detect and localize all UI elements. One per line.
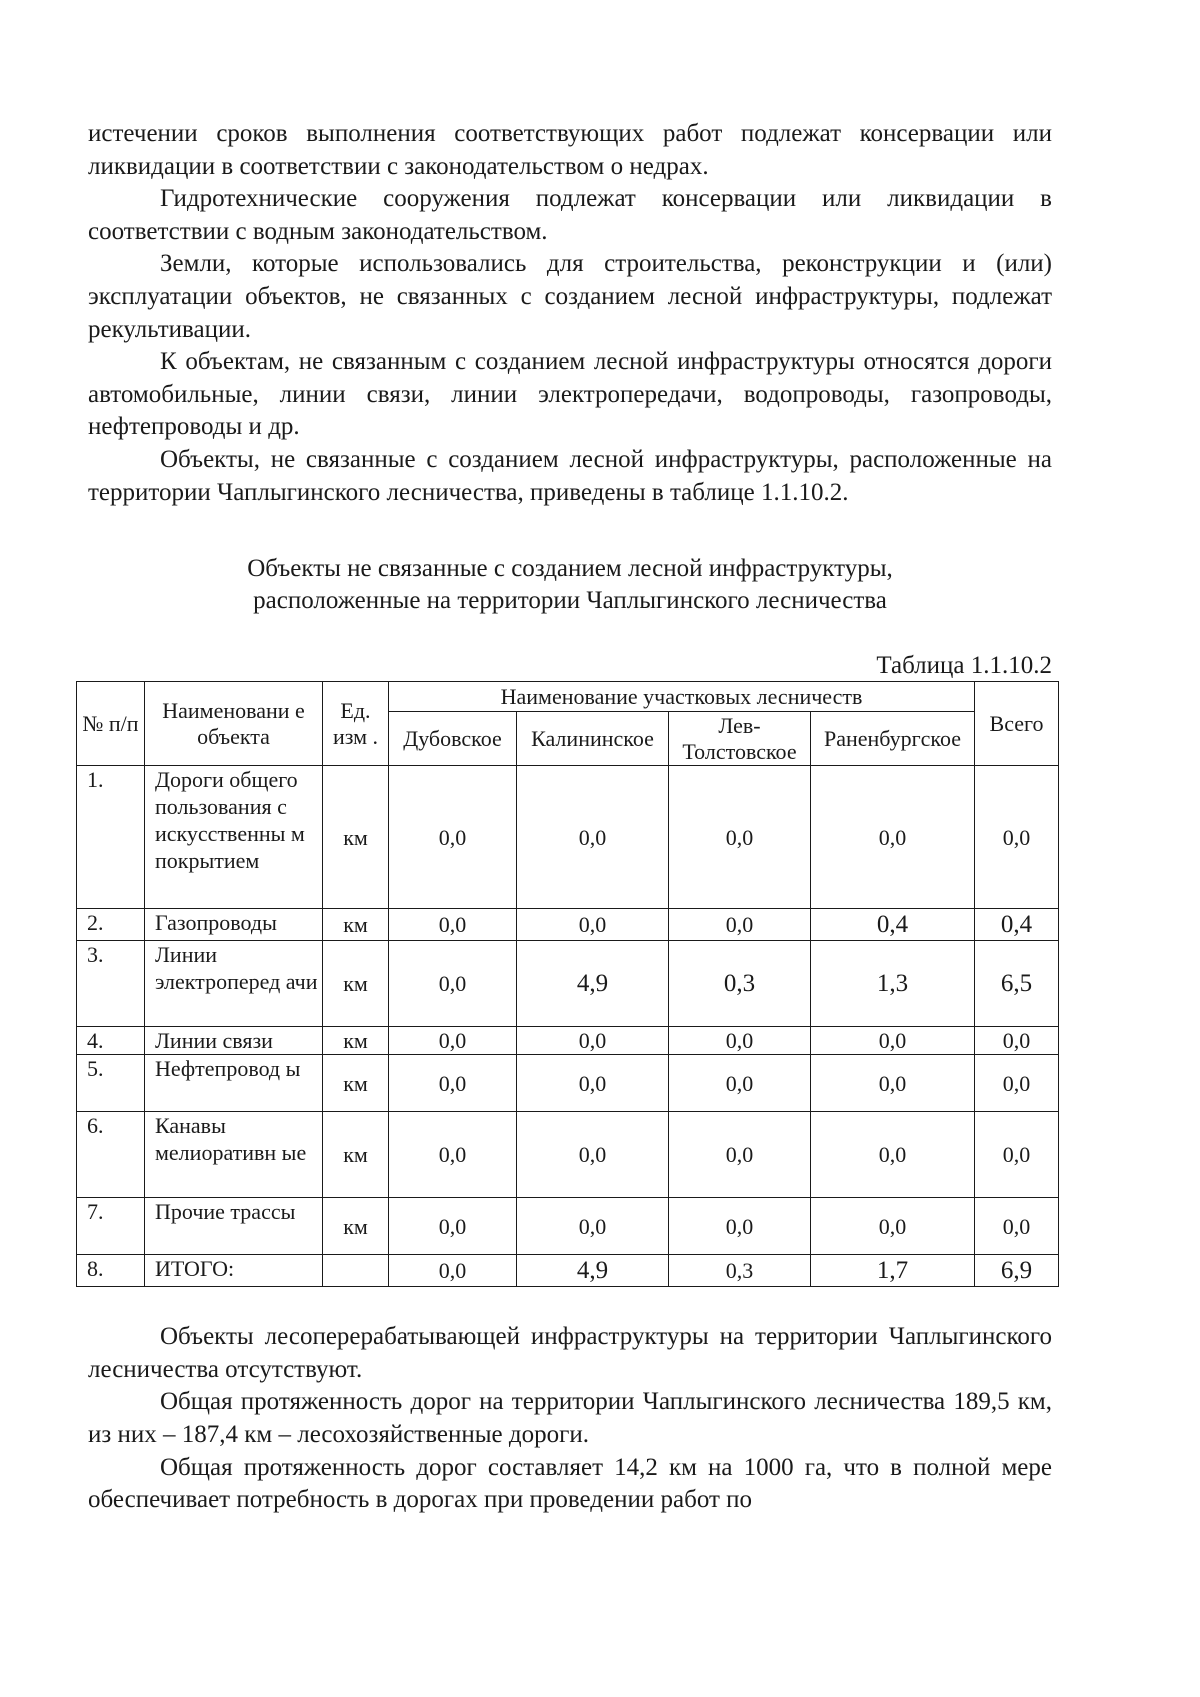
row-object-name: Канавы мелиоративн ые bbox=[145, 1112, 323, 1198]
row-value-dubovskoe: 0,0 bbox=[389, 1027, 517, 1055]
row-value-kalininskoe: 0,0 bbox=[517, 1027, 669, 1055]
row-value-total: 0,0 bbox=[975, 1055, 1059, 1112]
row-value-kalininskoe: 0,0 bbox=[517, 1112, 669, 1198]
header-lev-tolstovskoe: Лев-Толстовское bbox=[669, 712, 811, 766]
row-value-dubovskoe: 0,0 bbox=[389, 1055, 517, 1112]
row-object-name: Нефтепровод ы bbox=[145, 1055, 323, 1112]
row-value-kalininskoe: 0,0 bbox=[517, 1055, 669, 1112]
row-value-lev-tolstovskoe: 0,3 bbox=[669, 1255, 811, 1287]
row-value-ranenburgskoe: 0,4 bbox=[811, 909, 975, 941]
row-value-kalininskoe: 4,9 bbox=[517, 941, 669, 1027]
header-ranenburgskoe: Раненбургское bbox=[811, 712, 975, 766]
row-value-ranenburgskoe: 0,0 bbox=[811, 1198, 975, 1255]
row-value-lev-tolstovskoe: 0,3 bbox=[669, 941, 811, 1027]
row-object-name: ИТОГО: bbox=[145, 1255, 323, 1287]
document-page bbox=[82, 118, 1052, 1517]
table-number-label: Таблица 1.1.10.2 bbox=[876, 652, 1052, 680]
row-num: 7. bbox=[77, 1198, 145, 1255]
row-value-lev-tolstovskoe: 0,0 bbox=[669, 909, 811, 941]
row-object-name: Линии электроперед ачи bbox=[145, 941, 323, 1027]
row-unit: км bbox=[323, 941, 389, 1027]
row-value-dubovskoe: 0,0 bbox=[389, 766, 517, 909]
row-object-name: Линии связи bbox=[145, 1027, 323, 1055]
paragraph-hydro: Гидротехнические сооружения подлежат консервации или ликвидации в соответствии с водным законодательством. bbox=[88, 185, 1052, 245]
row-value-lev-tolstovskoe: 0,0 bbox=[669, 766, 811, 909]
row-value-total: 0,0 bbox=[975, 1198, 1059, 1255]
row-value-total: 6,9 bbox=[975, 1255, 1059, 1287]
header-dubovskoe: Дубовское bbox=[389, 712, 517, 766]
header-object-name: Наименовани е объекта bbox=[145, 682, 323, 766]
bottom-text bbox=[88, 1321, 1052, 1517]
table-row bbox=[77, 909, 1059, 941]
row-value-total: 6,5 bbox=[975, 941, 1059, 1027]
row-value-dubovskoe: 0,0 bbox=[389, 909, 517, 941]
row-value-total: 0,0 bbox=[975, 766, 1059, 909]
table-row bbox=[77, 766, 1059, 909]
row-value-ranenburgskoe: 1,7 bbox=[811, 1255, 975, 1287]
row-num: 4. bbox=[77, 1027, 145, 1055]
row-value-ranenburgskoe: 0,0 bbox=[811, 766, 975, 909]
row-value-kalininskoe: 0,0 bbox=[517, 909, 669, 941]
paragraph-object-types: К объектам, не связанным с созданием лесной инфраструктуры относятся дороги автомобильные, линии связи, линии электропередачи, водопроводы, газопроводы, нефтепроводы и др. bbox=[88, 348, 1052, 441]
table-row bbox=[77, 1027, 1059, 1055]
objects-table bbox=[76, 681, 1059, 1287]
row-value-ranenburgskoe: 1,3 bbox=[811, 941, 975, 1027]
row-value-ranenburgskoe: 0,0 bbox=[811, 1055, 975, 1112]
row-value-kalininskoe: 4,9 bbox=[517, 1255, 669, 1287]
row-value-total: 0,0 bbox=[975, 1027, 1059, 1055]
row-unit: км bbox=[323, 766, 389, 909]
paragraph-subsoil: истечении сроков выполнения соответствующих работ подлежат консервации или ликвидации в соответствии с законодательством о недрах. bbox=[88, 120, 1052, 180]
header-kalininskoe: Калининское bbox=[517, 712, 669, 766]
paragraph-road-density: Общая протяженность дорог составляет 14,2 км на 1000 га, что в полной мере обеспечивает потребность в дорогах при проведении работ по bbox=[88, 1453, 1052, 1514]
row-num: 8. bbox=[77, 1255, 145, 1287]
row-value-ranenburgskoe: 0,0 bbox=[811, 1112, 975, 1198]
row-num: 5. bbox=[77, 1055, 145, 1112]
row-num: 1. bbox=[77, 766, 145, 909]
header-forestry-group: Наименование участковых лесничеств bbox=[389, 682, 975, 712]
row-object-name: Дороги общего пользования с искусственны м покрытием bbox=[145, 766, 323, 909]
row-value-lev-tolstovskoe: 0,0 bbox=[669, 1055, 811, 1112]
row-value-total: 0,4 bbox=[975, 909, 1059, 941]
table-row bbox=[77, 1198, 1059, 1255]
row-value-ranenburgskoe: 0,0 bbox=[811, 1027, 975, 1055]
row-object-name: Газопроводы bbox=[145, 909, 323, 941]
row-unit: км bbox=[323, 1027, 389, 1055]
row-num: 6. bbox=[77, 1112, 145, 1198]
table-row bbox=[77, 941, 1059, 1027]
row-num: 3. bbox=[77, 941, 145, 1027]
row-value-dubovskoe: 0,0 bbox=[389, 1198, 517, 1255]
row-value-total: 0,0 bbox=[975, 1112, 1059, 1198]
row-unit bbox=[323, 1255, 389, 1287]
header-num: № п/п bbox=[77, 682, 145, 766]
row-unit: км bbox=[323, 1055, 389, 1112]
table-row bbox=[77, 1055, 1059, 1112]
paragraph-processing-infrastructure: Объекты лесоперерабатывающей инфраструктуры на территории Чаплыгинского лесничества отсутствуют. bbox=[88, 1323, 1052, 1383]
caption-line-2: расположенные на территории Чаплыгинского лесничества bbox=[253, 587, 887, 615]
paragraph-recultivation: Земли, которые использовались для строительства, реконструкции и (или) эксплуатации объектов, не связанных с созданием лесной инфраструктуры, подлежат рекультивации. bbox=[88, 250, 1052, 343]
row-value-kalininskoe: 0,0 bbox=[517, 1198, 669, 1255]
row-value-lev-tolstovskoe: 0,0 bbox=[669, 1198, 811, 1255]
paragraph-road-length: Общая протяженность дорог на территории Чаплыгинского лесничества 189,5 км, из них – 187,4 км – лесохозяйственные дороги. bbox=[88, 1388, 1052, 1448]
row-value-kalininskoe: 0,0 bbox=[517, 766, 669, 909]
row-value-dubovskoe: 0,0 bbox=[389, 1255, 517, 1287]
table-caption bbox=[88, 553, 1052, 617]
row-unit: км bbox=[323, 909, 389, 941]
row-object-name: Прочие трассы bbox=[145, 1198, 323, 1255]
header-total: Всего bbox=[975, 682, 1059, 766]
row-value-lev-tolstovskoe: 0,0 bbox=[669, 1027, 811, 1055]
row-num: 2. bbox=[77, 909, 145, 941]
table-row bbox=[77, 1112, 1059, 1198]
paragraph-table-reference: Объекты, не связанные с созданием лесной инфраструктуры, расположенные на территории Чаплыгинского лесничества, приведены в таблице 1.1.10.2. bbox=[88, 445, 1052, 506]
row-value-dubovskoe: 0,0 bbox=[389, 941, 517, 1027]
header-unit: Ед. изм . bbox=[323, 682, 389, 766]
row-value-lev-tolstovskoe: 0,0 bbox=[669, 1112, 811, 1198]
row-unit: км bbox=[323, 1198, 389, 1255]
row-unit: км bbox=[323, 1112, 389, 1198]
table-row-total bbox=[77, 1255, 1059, 1287]
caption-line-1: Объекты не связанные с созданием лесной инфраструктуры, bbox=[247, 555, 893, 583]
row-value-dubovskoe: 0,0 bbox=[389, 1112, 517, 1198]
